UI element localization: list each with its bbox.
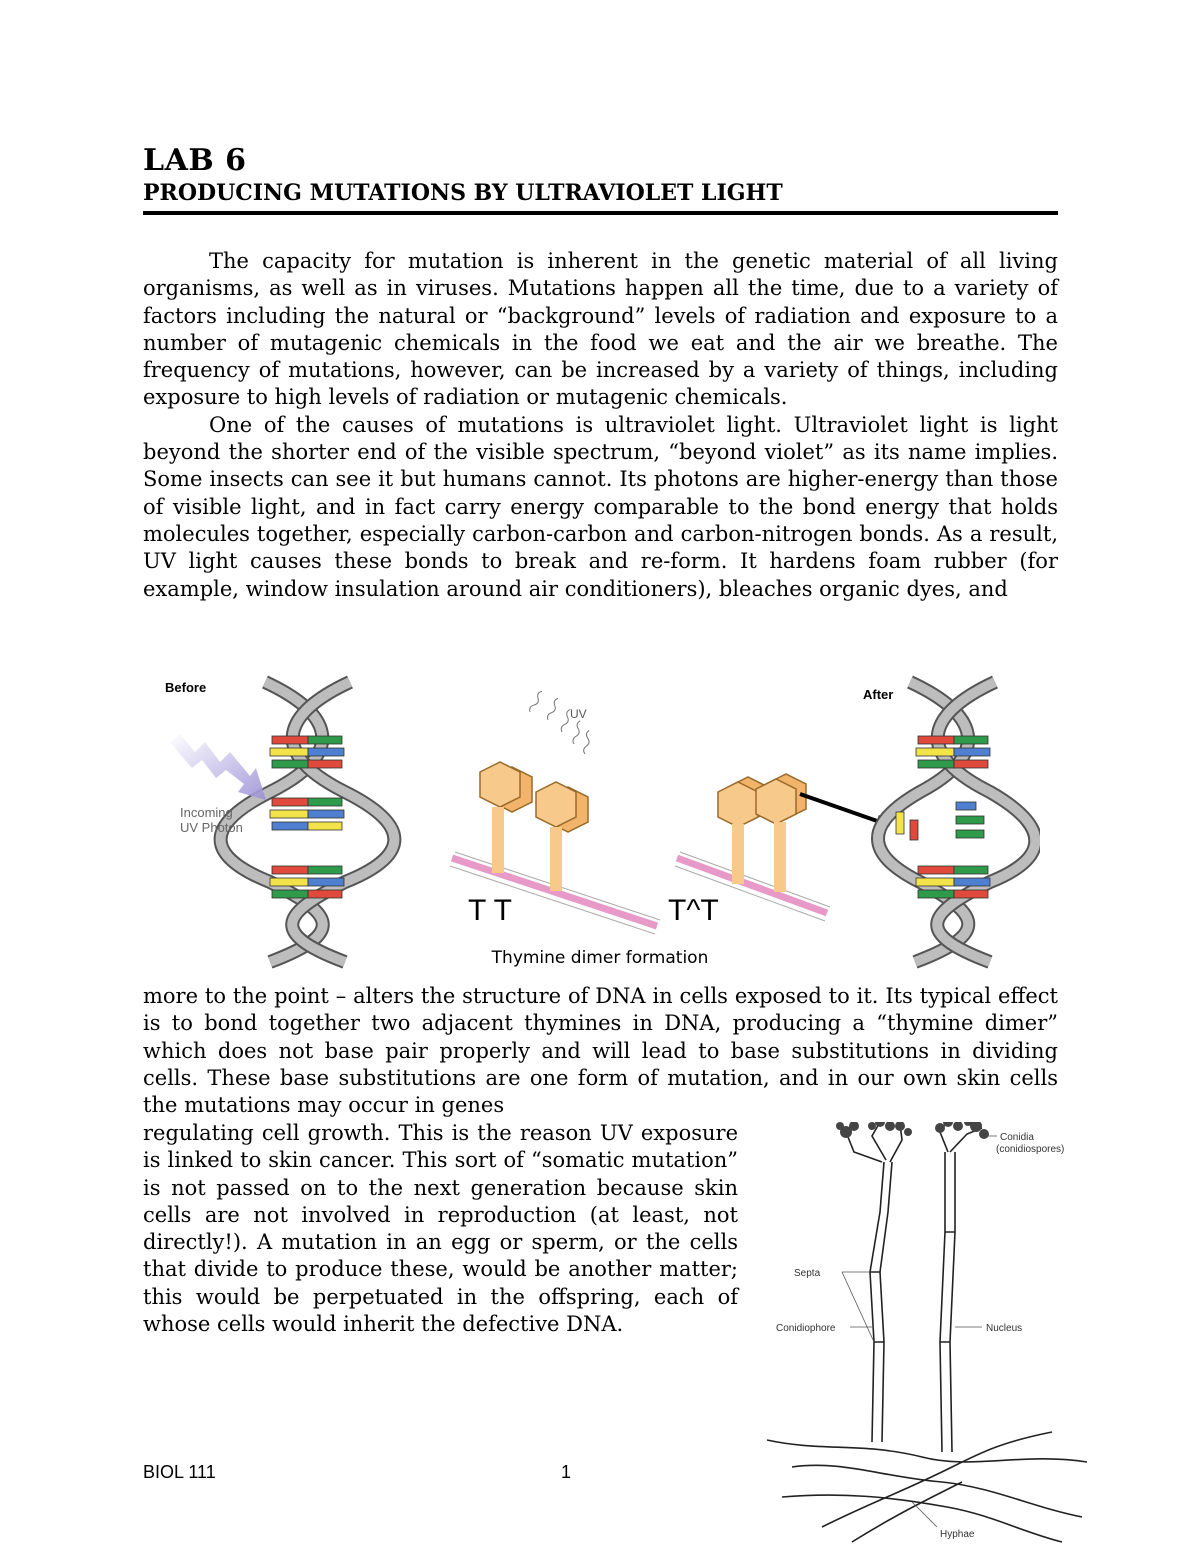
label-nucleus: Nucleus — [986, 1323, 1023, 1334]
label-tt: T T — [468, 894, 512, 927]
uv-rays — [528, 690, 591, 754]
footer-page-number: 1 — [561, 1462, 572, 1482]
label-septa: Septa — [794, 1268, 821, 1279]
dna-effect-paragraph — [143, 983, 1058, 1119]
label-incoming: Incoming — [180, 805, 233, 820]
intro-paragraphs — [143, 248, 1058, 603]
label-conidiophore: Conidiophore — [776, 1323, 836, 1334]
paragraph-capacity: The capacity for mutation is inherent in the genetic material of all living organisms, as well as in viruses. Mutations happen all the time, due to a variety of factors including the natural or “background” levels of radiation and exposure to a number of mutagenic chemicals in the food we eat and the air we breathe. The frequency of mutations, however, can be increased by a variety of things, including exposure to high levels of radiation or mutagenic chemicals. — [143, 249, 1058, 410]
label-before: Before — [165, 680, 207, 695]
label-uv-photon: UV Photon — [180, 820, 243, 835]
label-hyphae: Hyphae — [940, 1529, 975, 1540]
label-conidia: Conidia — [1000, 1132, 1034, 1143]
uv-photon-arrow — [170, 734, 266, 800]
dna-helix-after — [878, 682, 1035, 962]
thymine-dimer-figure — [160, 672, 1040, 972]
dimer-arrow — [800, 794, 880, 822]
label-tdimer: T^T — [668, 894, 719, 927]
thymine-dimer-illustration — [160, 672, 1040, 972]
lab-title: LAB 6 — [143, 143, 247, 178]
paragraph-dna-structure: more to the point – alters the structure of DNA in cells exposed to it. Its typical effect is to bond together two adjacent thymines in DNA, producing a “thymine dimer” which does not base pair properly and will lead to base substitutions in dividing cells. These base substitutions are one form of mutation, and in our own skin cells the mutations may occur in genes — [143, 984, 1058, 1118]
paragraph-somatic-mutation: regulating cell growth. This is the reason UV exposure is linked to skin cancer. This sort of “somatic mutation” is not passed on to the next generation because skin cells are not involved in reproduction (at least, not directly!). A mutation in an egg or sperm, or the cells that divide to produce these, would be another matter; this would be perpetuated in the offspring, each of whose cells would inherit the defective DNA. — [143, 1121, 738, 1337]
paragraph-ultraviolet: One of the causes of mutations is ultraviolet light. Ultraviolet light is light beyond the shorter end of the visible spectrum, “beyond violet” as its name implies. Some insects can see it but humans cannot. Its photons are higher-energy than those of visible light, and in fact carry energy comparable to the bond energy that holds molecules together, especially carbon-carbon and carbon-nitrogen bonds. As a result, UV light causes these bonds to break and re-form. It hardens foam rubber (for example, window insulation around air conditioners), bleaches organic dyes, and — [143, 412, 1058, 601]
thymine-pair — [480, 762, 588, 891]
label-uv: UV — [570, 707, 587, 721]
figure-caption: Thymine dimer formation — [491, 948, 709, 968]
conidiophore-figure — [762, 1122, 1092, 1553]
footer-course: BIOL 111 — [143, 1462, 216, 1482]
title-rule — [143, 211, 1058, 215]
dna-helix-before — [221, 682, 395, 962]
conidiophore-illustration — [762, 1122, 1092, 1553]
lab-subtitle: PRODUCING MUTATIONS BY ULTRAVIOLET LIGHT — [143, 180, 783, 206]
label-after: After — [863, 687, 894, 702]
label-conidiospores: (conidiospores) — [996, 1144, 1065, 1155]
somatic-paragraph — [143, 1120, 738, 1338]
